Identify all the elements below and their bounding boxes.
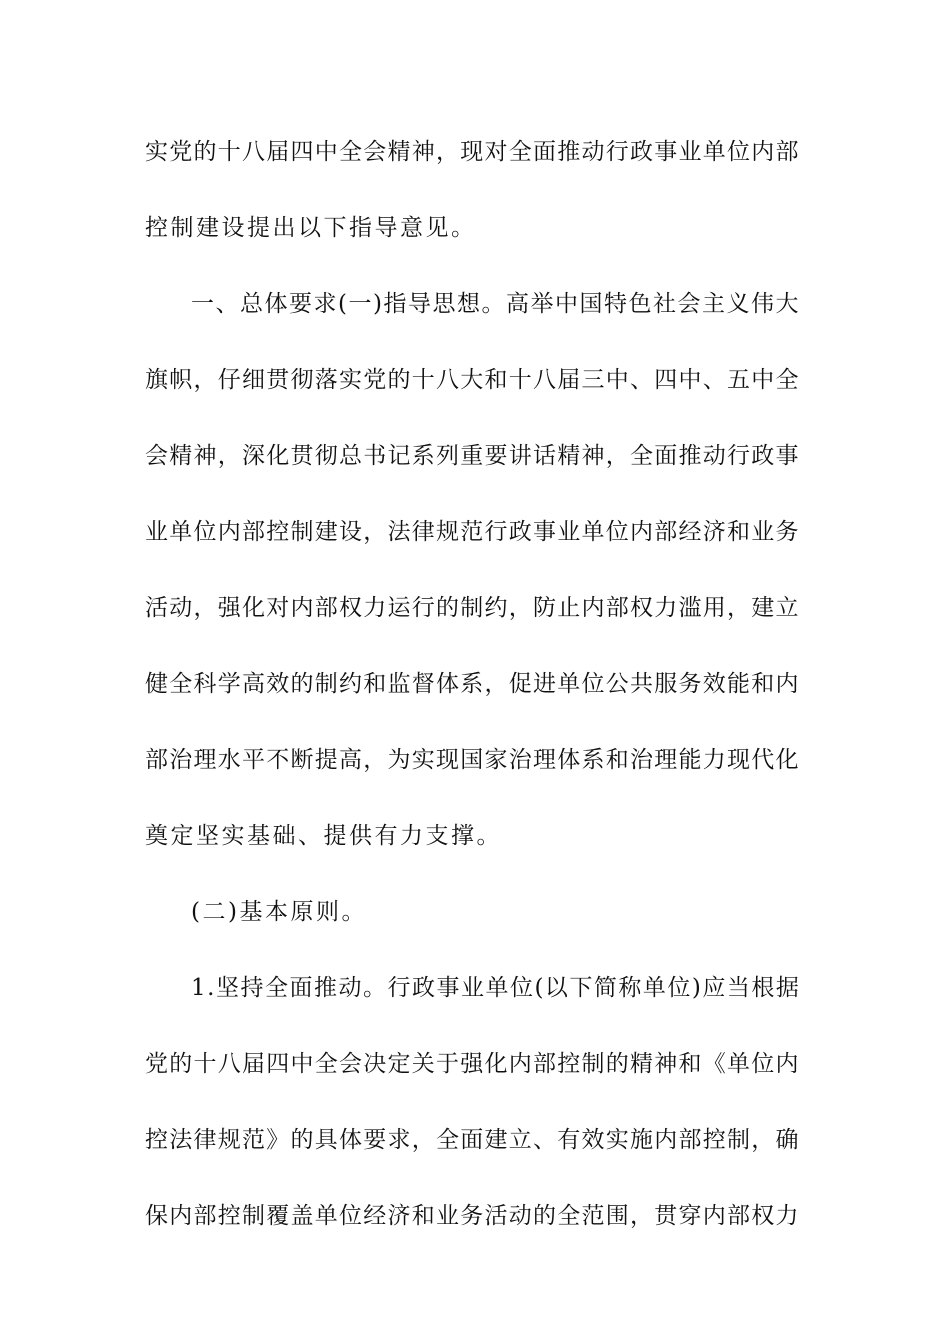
section-heading-line: 一、总体要求(一)指导思想。高举中国特色社会主义伟大 — [191, 291, 800, 317]
subsection-heading-line: (二)基本原则。 — [191, 899, 367, 925]
text-line: 控制建设提出以下指导意见。 — [145, 215, 477, 241]
text-line: 会精神，深化贯彻总书记系列重要讲话精神，全面推动行政事 — [145, 443, 800, 469]
document-body — [145, 126, 800, 1266]
text-line: 业单位内部控制建设，法律规范行政事业单位内部经济和业务 — [145, 519, 800, 545]
text-line: 控法律规范》的具体要求，全面建立、有效实施内部控制，确 — [145, 1127, 800, 1153]
text-line: 实党的十八届四中全会精神，现对全面推动行政事业单位内部 — [145, 139, 800, 165]
text-line: 党的十八届四中全会决定关于强化内部控制的精神和《单位内 — [145, 1051, 800, 1077]
text-line: 奠定坚实基础、提供有力支撑。 — [145, 823, 502, 849]
text-line: 健全科学高效的制约和监督体系，促进单位公共服务效能和内 — [145, 671, 800, 697]
text-line: 旗帜，仔细贯彻落实党的十八大和十八届三中、四中、五中全 — [145, 367, 800, 393]
text-line: 保内部控制覆盖单位经济和业务活动的全范围，贯穿内部权力 — [145, 1203, 800, 1229]
text-line: 活动，强化对内部权力运行的制约，防止内部权力滥用，建立 — [145, 595, 800, 621]
numbered-item-line: 1.坚持全面推动。行政事业单位(以下简称单位)应当根据 — [191, 975, 801, 1001]
text-line: 部治理水平不断提高，为实现国家治理体系和治理能力现代化 — [145, 747, 800, 773]
